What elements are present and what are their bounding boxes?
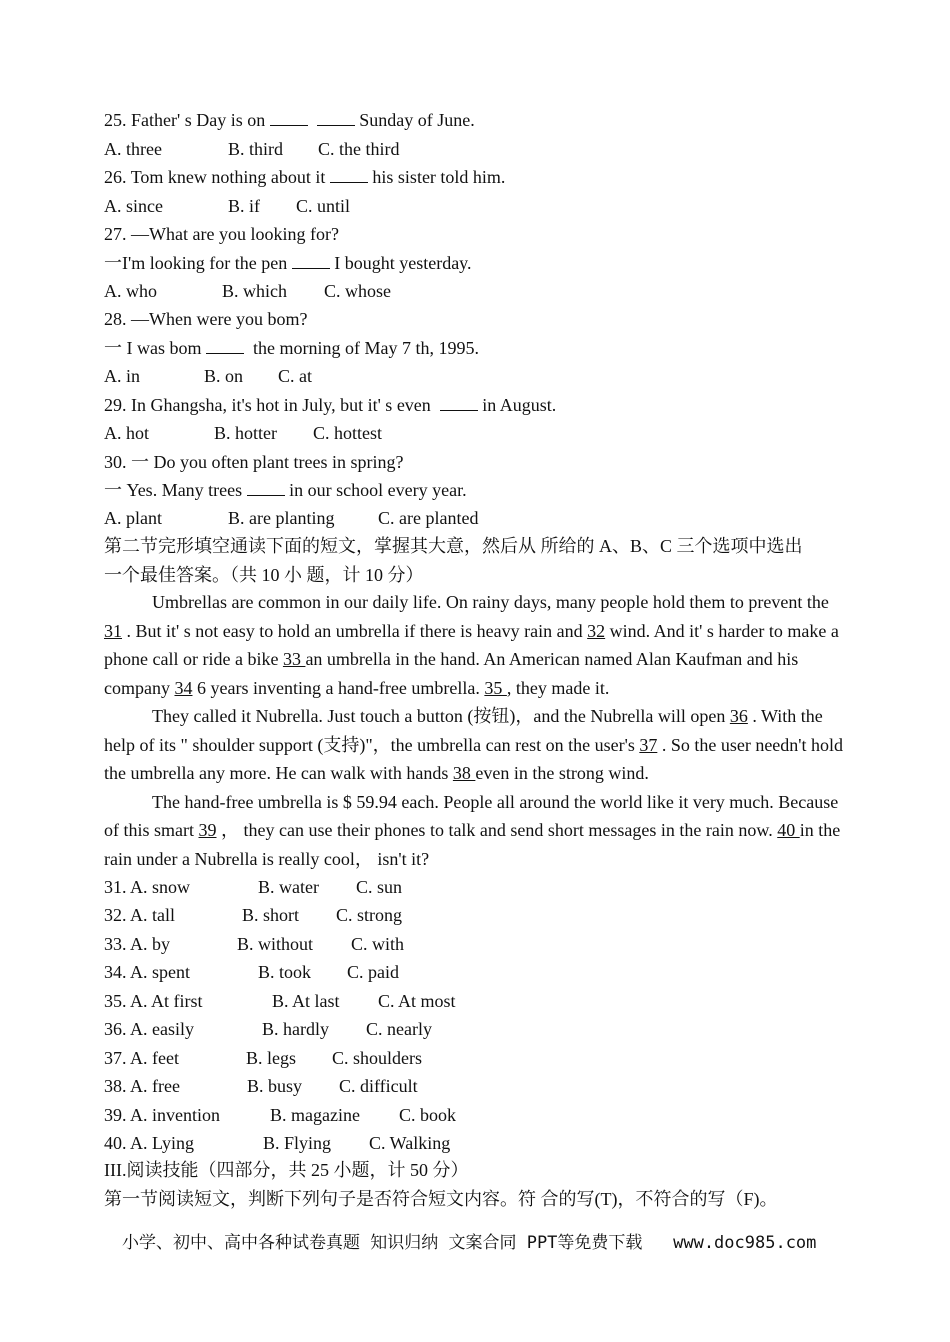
cloze-38-option-c: C. difficult [339,1076,418,1096]
q27-option-b: B. which [222,281,287,301]
cloze-32-option-c: C. strong [336,905,403,925]
question-28: 28. —When were you bom? [104,309,308,329]
cloze-32: 32. A. tall [104,905,176,925]
cloze-38-option-b: B. busy [247,1076,303,1096]
q25-option-b: B. third [228,139,284,159]
question-30-reply: 一 Yes. Many trees in our school every year. [104,480,467,500]
q26-option-a: A. since [104,196,163,216]
q25-option-c: C. the third [318,139,400,159]
cloze-37-option-c: C. shoulders [332,1048,422,1068]
question-30: 30. 一 Do you often plant trees in spring? [104,452,404,472]
cloze-37: 37. A. feet [104,1048,179,1068]
q26-option-b: B. if [228,196,261,216]
q30-option-a: A. plant [104,508,162,528]
question-26: 26. Tom knew nothing about it his sister told him. [104,167,506,187]
q28-option-a: A. in [104,366,140,386]
q30-option-b: B. are planting [228,508,335,528]
q27-option-a: A. who [104,281,157,301]
passage-paragraph-1: Umbrellas are common in our daily life. On rainy days, many people hold them to prevent the 31 . But it' s not easy to hold an umbrella if there is heavy rain and 32 wind. And it' s harder to make a phone call or ride a bike 33 an umbrella in the hand. An American named Alan Kaufman and his company 34 6 years inventing a hand-free umbrella. 35 , they made it. [104,592,839,698]
cloze-39-option-b: B. magazine [270,1105,360,1125]
q29-option-b: B. hotter [214,423,277,443]
q28-option-c: C. at [278,366,312,386]
cloze-36-option-c: C. nearly [366,1019,432,1039]
cloze-32-option-b: B. short [242,905,300,925]
cloze-33: 33. A. by [104,934,171,954]
cloze-37-option-b: B. legs [246,1048,297,1068]
q28-option-b: B. on [204,366,244,386]
cloze-34-option-b: B. took [258,962,312,982]
question-27-reply: 一I'm looking for the pen I bought yesterday. [104,253,472,273]
cloze-39-option-c: C. book [399,1105,457,1125]
cloze-40-option-c: C. Walking [369,1133,451,1153]
cloze-35-option-c: C. At most [378,991,456,1011]
cloze-passage [104,588,844,873]
passage-paragraph-2: They called it Nubrella. Just touch a button (按钮)，and the Nubrella will open 36 . With the help of its " shoulder support (支持)"，the umbrella can rest on the user's 37 . So the user needn't hold the umbrella any more. He can walk with hands 38 even in the strong wind. [104,706,844,783]
cloze-40-option-b: B. Flying [263,1133,332,1153]
cloze-36-option-b: B. hardly [262,1019,329,1039]
cloze-35: 35. A. At first [104,991,203,1011]
cloze-34-option-c: C. paid [347,962,399,982]
cloze-36: 36. A. easily [104,1019,194,1039]
page-footer: 小学、初中、高中各种试卷真题 知识归纳 文案合同 PPT等免费下载 www.doc985.com [122,1233,817,1253]
section-2-instruction-line-2: 一个最佳答案。（共 10 小 题，计 10 分） [104,565,424,585]
q27-option-c: C. whose [324,281,391,301]
q29-option-a: A. hot [104,423,149,443]
cloze-40: 40. A. Lying [104,1133,195,1153]
q26-option-c: C. until [296,196,351,216]
cloze-34: 34. A. spent [104,962,191,982]
cloze-33-option-c: C. with [351,934,405,954]
q25-option-a: A. three [104,139,162,159]
cloze-38: 38. A. free [104,1076,180,1096]
question-27: 27. —What are you looking for? [104,224,339,244]
cloze-39: 39. A. invention [104,1105,221,1125]
section-2-instruction-line-1: 第二节完形填空通读下面的短文，掌握其大意，然后从 所给的 A、B、C 三个选项中选出 [104,536,803,556]
section-3-heading: III.阅读技能（四部分，共 25 小题，计 50 分） [104,1160,469,1180]
q30-option-c: C. are planted [378,508,479,528]
passage-paragraph-3: The hand-free umbrella is $ 59.94 each. People all around the world like it very much. Because of this smart 39 ， they can use their phones to talk and send short messages in the rain now. 40 in the rain under a Nubrella is really cool， isn't it? [104,791,841,869]
cloze-31-option-b: B. water [258,877,319,897]
question-29: 29. In Ghangsha, it's hot in July, but it' s even in August. [104,395,557,415]
section-3-instruction: 第一节阅读短文，判断下列句子是否符合短文内容。符 合的写(T)，不符合的写（F)。 [104,1189,778,1209]
question-28-reply: 一 I was bom the morning of May 7 th, 1995. [104,338,479,358]
cloze-31: 31. A. snow [104,877,191,897]
cloze-31-option-c: C. sun [356,877,403,897]
question-25: 25. Father' s Day is on Sunday of June. [104,110,475,130]
cloze-35-option-b: B. At last [272,991,340,1011]
cloze-33-option-b: B. without [237,934,314,954]
q29-option-c: C. hottest [313,423,383,443]
